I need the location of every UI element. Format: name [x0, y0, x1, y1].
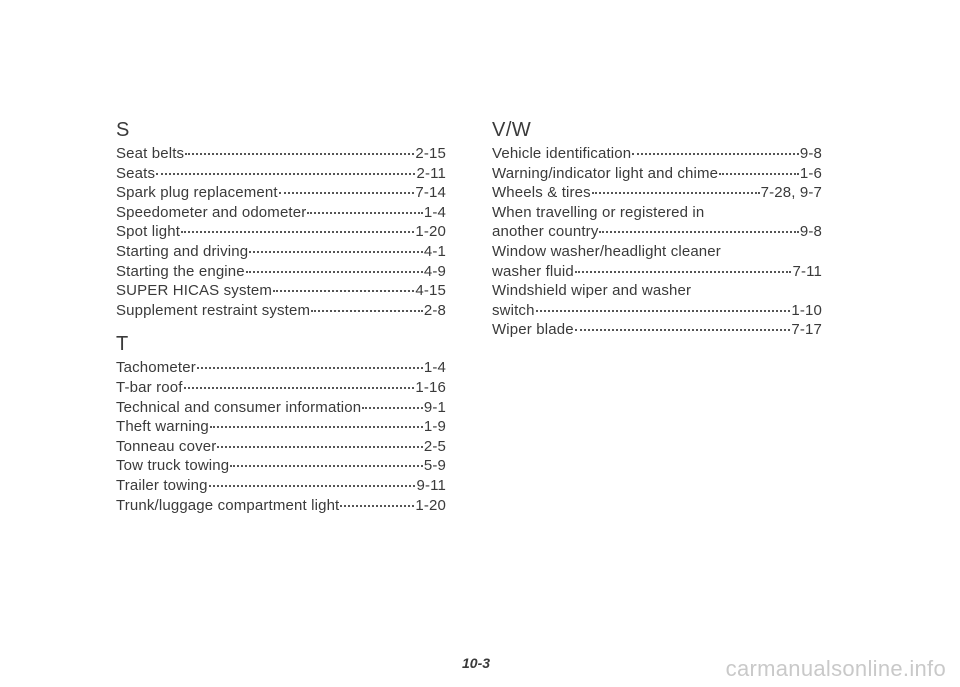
page-number: 10-3 — [462, 655, 491, 671]
entry-page: 2-8 — [423, 301, 446, 319]
entry-label: Technical and consumer information — [116, 398, 362, 416]
entry-label: Vehicle identification — [492, 145, 632, 162]
index-entry — [116, 417, 446, 437]
entry-page: 1-4 — [423, 359, 446, 377]
index-entry — [116, 144, 446, 164]
entry-label: Tow truck towing — [116, 457, 230, 475]
entry-label: Tachometer — [116, 359, 196, 377]
entry-page: 9-1 — [423, 398, 446, 416]
entry-label: Speedometer and odometer — [116, 203, 307, 221]
entry-page: 1-6 — [799, 164, 822, 182]
section-letter: V/W — [492, 119, 532, 141]
dot-leader — [209, 485, 416, 487]
entry-page: 2-11 — [416, 164, 446, 182]
entry-page: 9-11 — [416, 476, 446, 494]
dot-leader — [575, 271, 792, 273]
index-entry — [116, 378, 446, 398]
index-entry — [116, 358, 446, 378]
index-entry — [492, 262, 822, 282]
entry-page: 9-8 — [799, 145, 822, 162]
dot-leader — [249, 251, 423, 253]
watermark-text: carmanualsonline.info — [725, 656, 946, 681]
index-entry — [116, 242, 446, 262]
index-entry — [116, 262, 446, 282]
index-entry — [492, 164, 822, 184]
dot-leader — [311, 310, 423, 312]
entry-label-line1: Window washer/headlight cleaner — [492, 242, 721, 260]
index-entry — [492, 301, 822, 321]
entry-page: 1-16 — [415, 378, 446, 396]
entry-page: 2-5 — [423, 437, 446, 455]
index-entry — [116, 281, 446, 301]
index-entry — [492, 222, 822, 242]
entry-page: 7-28, 9-7 — [760, 184, 822, 202]
dot-leader — [632, 153, 799, 155]
dot-leader — [273, 290, 414, 292]
dot-leader — [279, 192, 415, 194]
dot-leader — [184, 387, 415, 389]
index-entry — [492, 183, 822, 203]
index-section-s — [116, 118, 446, 320]
entry-label: Seats — [116, 164, 156, 182]
entry-label: Spark plug replacement — [116, 184, 278, 202]
index-entry — [492, 144, 822, 164]
section-letter: T — [116, 333, 129, 356]
index-entry — [116, 476, 446, 496]
entry-page: 9-8 — [799, 223, 822, 241]
dot-leader — [185, 153, 414, 155]
index-column-right — [492, 118, 822, 352]
index-entry — [116, 456, 446, 476]
entry-label: Starting the engine — [116, 262, 245, 280]
entry-label-line1: Windshield wiper and washer — [492, 282, 692, 300]
entry-page: 2-15 — [415, 145, 446, 162]
dot-leader — [217, 446, 423, 448]
index-entry — [116, 398, 446, 418]
entry-label: switch — [492, 301, 535, 319]
entry-label: Trunk/luggage compartment light — [116, 496, 340, 514]
entry-label: Wiper blade — [492, 321, 574, 339]
dot-leader — [362, 407, 423, 409]
entry-label: Theft warning — [116, 418, 209, 436]
dot-leader — [307, 212, 422, 214]
dot-leader — [210, 426, 423, 428]
index-entry — [116, 496, 446, 516]
entry-page: 4-15 — [415, 282, 446, 300]
entry-label: T-bar roof — [116, 378, 183, 396]
entry-page: 1-9 — [423, 418, 446, 436]
entry-page: 1-20 — [415, 496, 446, 514]
index-entry — [116, 222, 446, 242]
dot-leader — [536, 310, 791, 312]
entry-label: Seat belts — [116, 145, 185, 162]
entry-label-line1: When travelling or registered in — [492, 203, 705, 221]
index-entry — [116, 301, 446, 321]
dot-leader — [230, 465, 423, 467]
entry-label: Warning/indicator light and chime — [492, 164, 719, 182]
section-letter: S — [116, 119, 130, 141]
index-entry — [492, 320, 822, 340]
entry-page: 1-4 — [423, 203, 446, 221]
entry-page: 1-20 — [415, 223, 446, 241]
dot-leader — [340, 505, 414, 507]
entry-page: 4-9 — [423, 262, 446, 280]
index-section-vw — [492, 118, 822, 340]
entry-page: 5-9 — [423, 457, 446, 475]
index-entry — [116, 437, 446, 457]
entry-page: 4-1 — [423, 242, 446, 260]
index-entry — [116, 164, 446, 184]
entry-label: Tonneau cover — [116, 437, 217, 455]
entry-page: 7-17 — [791, 321, 822, 339]
dot-leader — [156, 173, 415, 175]
dot-leader — [246, 271, 423, 273]
index-section-t — [116, 332, 446, 515]
dot-leader — [599, 231, 798, 233]
index-entry — [116, 203, 446, 223]
dot-leader — [592, 192, 760, 194]
entry-label: another country — [492, 223, 599, 241]
dot-leader — [181, 231, 414, 233]
entry-label: Spot light — [116, 223, 181, 241]
dot-leader — [197, 367, 423, 369]
dot-leader — [575, 329, 791, 331]
entry-label: Supplement restraint system — [116, 301, 311, 319]
entry-label: SUPER HICAS system — [116, 282, 273, 300]
entry-page: 7-11 — [792, 262, 822, 280]
entry-page: 7-14 — [415, 184, 446, 202]
entry-page: 1-10 — [791, 301, 822, 319]
entry-label: washer fluid — [492, 262, 574, 280]
index-entry — [116, 183, 446, 203]
entry-label: Trailer towing — [116, 476, 208, 494]
dot-leader — [719, 173, 799, 175]
index-column-left — [116, 118, 446, 527]
entry-label: Wheels & tires — [492, 184, 591, 202]
entry-label: Starting and driving — [116, 242, 249, 260]
